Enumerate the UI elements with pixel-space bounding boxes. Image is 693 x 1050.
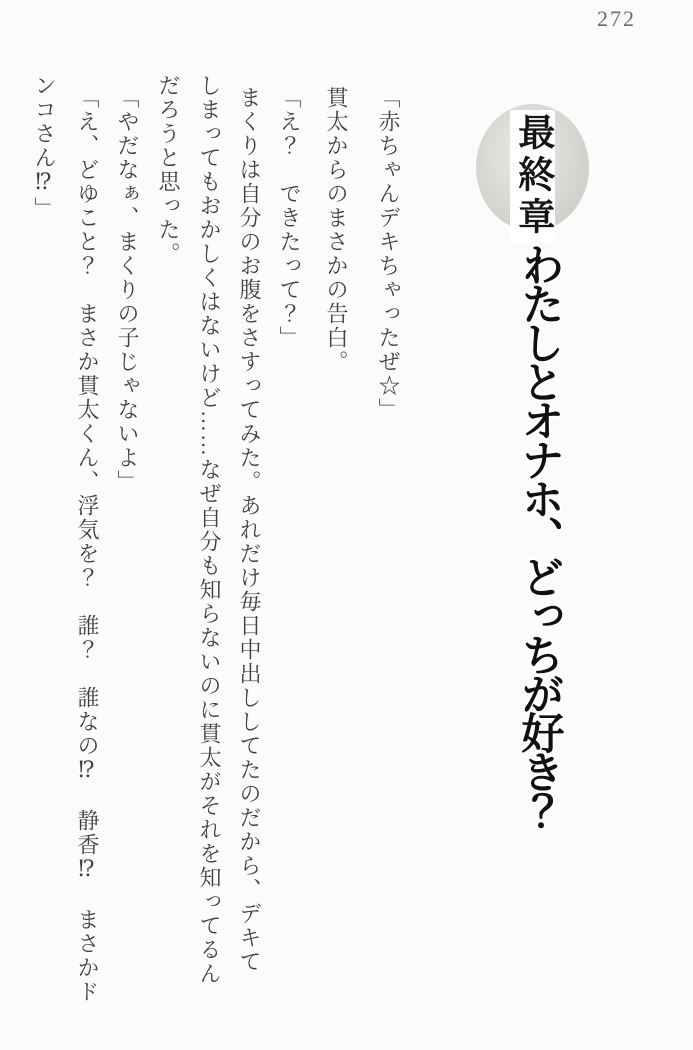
page-number: 272 [597, 6, 636, 31]
body-line-1: 「赤ちゃんデキちゃったぜ☆」 [376, 86, 401, 422]
body-line-8: 「え、どゆこと？ まさか貫太くん、浮気を？ 誰？ 誰なの⁉ 静香⁉ まさかド [75, 86, 100, 1004]
chapter-title: わたしとオナホ、どっちが好き？ [515, 243, 564, 828]
chapter-label: 最終章 [510, 110, 555, 242]
body-line-3: 「え？ できたって？」 [277, 86, 302, 350]
body-line-4: まくりは自分のお腹をさすってみた。あれだけ毎日中出ししてたのだから、デキて [237, 86, 262, 974]
body-line-6: だろうと思った。 [156, 74, 181, 266]
body-line-2: 貫太からのまさかの告白。 [324, 86, 349, 374]
body-line-7: 「やだなぁ、まくりの子じゃないよ」 [115, 86, 140, 494]
body-line-9: ンコさん⁉」 [32, 74, 57, 221]
body-line-5: しまってもおかしくはないけど……なぜ自分も知らないのに貫太がそれを知ってるん [197, 74, 222, 986]
